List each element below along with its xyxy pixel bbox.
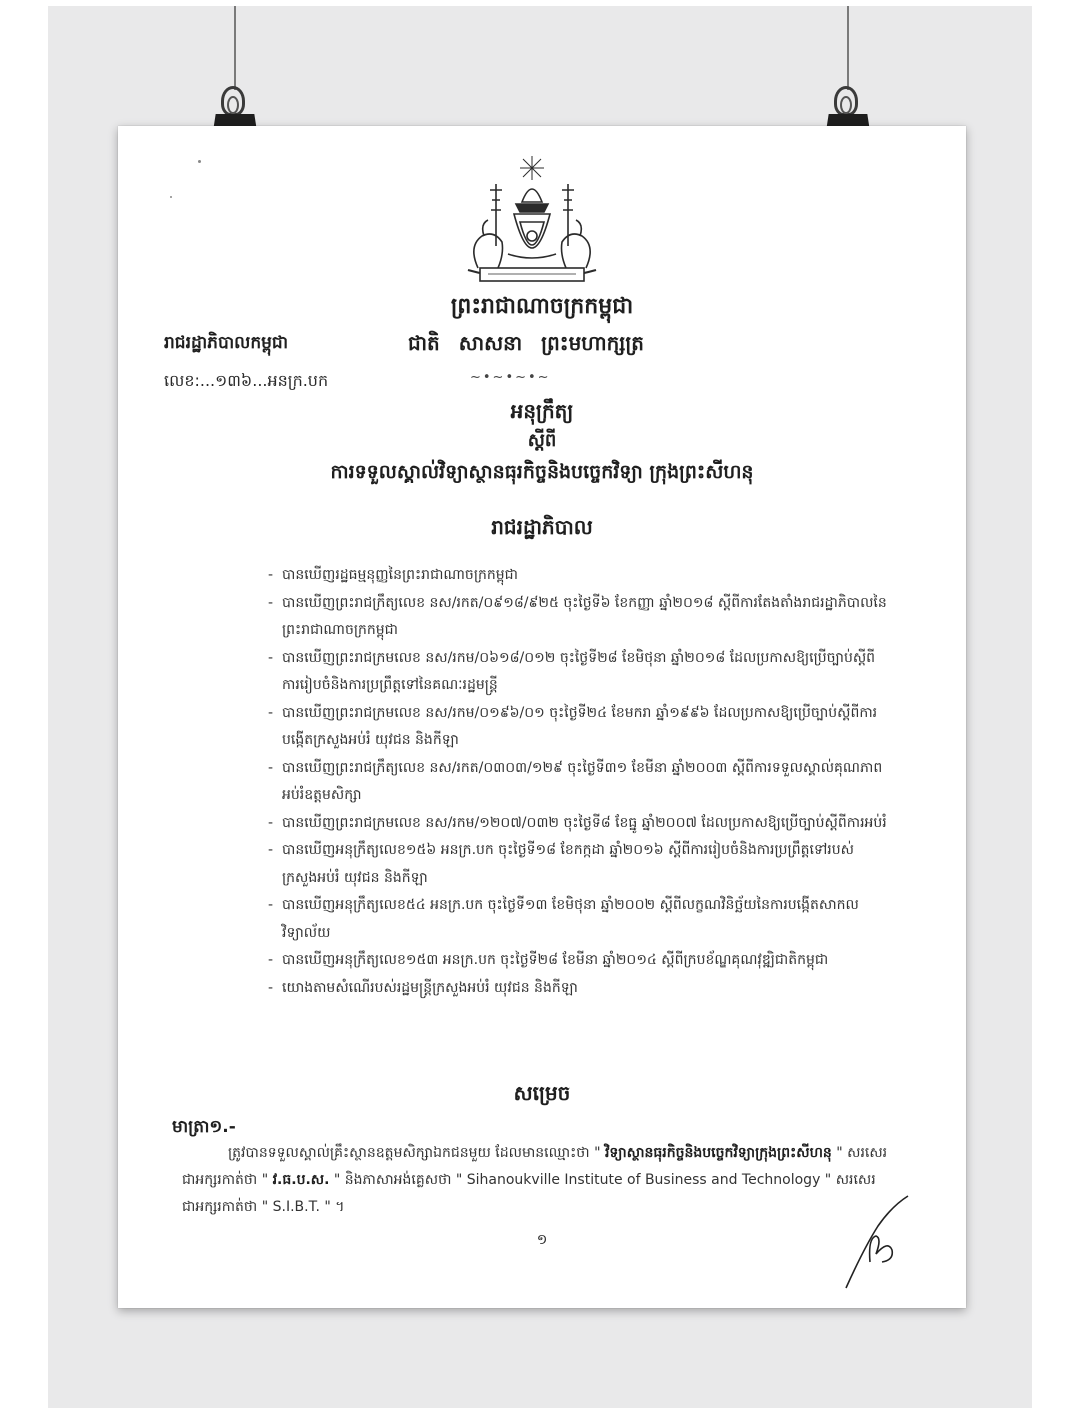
recitals-list (268, 562, 888, 1002)
article-heading: មាត្រា១.- (172, 1117, 236, 1137)
royal-coat-of-arms-icon (458, 150, 606, 290)
list-item: - បានឃើញអនុក្រឹត្យលេខ៥៤ អនក្រ.បក ចុះថ្ងៃទី១៣ ខែមិថុនា ឆ្នាំ២០០២ ស្តីពីលក្ខណវិនិច្ឆ័យនៃការបង្កើតសាកលវិទ្យាល័យ (268, 892, 888, 947)
about-label: ស្តីពី (527, 430, 557, 451)
issuing-government: រាជរដ្ឋាភិបាលកម្ពុជា (164, 333, 289, 353)
handwritten-signature-icon (842, 1192, 914, 1292)
kingdom-heading: ព្រះរាជាណាចក្រកម្ពុជា (450, 294, 634, 319)
list-item: - បានឃើញព្រះរាជក្រមលេខ នស/រកម/០៦១៨/០១២ ចុះថ្ងៃទី២៨ ខែមិថុនា ឆ្នាំ២០១៨ ដែលប្រកាសឱ្យប្រើច្បាប់ស្តីពីការរៀបចំនិងការប្រព្រឹត្តទៅនៃគណៈរដ្ឋមន្ត្រី (268, 645, 888, 700)
list-item: - បានឃើញអនុក្រឹត្យលេខ១៥៣ អនក្រ.បក ចុះថ្ងៃទី២៨ ខែមីនា ឆ្នាំ២០១៤ ស្តីពីក្របខ័ណ្ឌគុណវុឌ្ឍិជាតិកម្ពុជា (268, 947, 888, 975)
list-item: - បានឃើញព្រះរាជក្រឹត្យលេខ នស/រកត/០៩១៨/៩២៥ ចុះថ្ងៃទី៦ ខែកញ្ញា ឆ្នាំ២០១៨ ស្តីពីការតែងតាំងរាជរដ្ឋាភិបាលនៃព្រះរាជាណាចក្រកម្ពុជា (268, 590, 888, 645)
document-sheet (118, 126, 966, 1308)
list-item: - បានឃើញព្រះរាជក្រមលេខ នស/រកម/១២០៧/០៣២ ចុះថ្ងៃទី៨ ខែធ្នូ ឆ្នាំ២០០៧ ដែលប្រកាសឱ្យប្រើច្បាប់ស្តីពីការអប់រំ (268, 810, 888, 838)
list-item: - បានឃើញព្រះរាជក្រឹត្យលេខ នស/រកត/០៣០៣/១២៩ ចុះថ្ងៃទី៣១ ខែមីនា ឆ្នាំ២០០៣ ស្តីពីការទទួលស្គាល់គុណភាពអប់រំឧត្តមសិក្សា (268, 755, 888, 810)
list-item: - យោងតាមសំណើរបស់រដ្ឋមន្ត្រីក្រសួងអប់រំ យុវជន និងកីឡា (268, 975, 888, 1003)
national-motto: ជាតិ សាសនា ព្រះមហាក្សត្រ (408, 331, 644, 355)
article-english-name-text: " និងភាសាអង់គ្លេសថា " Sihanoukville Institute of Business and Technology " សរសេរជាអក្សរកាត់ថា " S.I.B.T. " ។ (182, 1172, 876, 1215)
hanging-wire-left (234, 6, 236, 90)
list-item: - បានឃើញរដ្ឋធម្មនុញ្ញនៃព្រះរាជាណាចក្រកម្ពុជា (268, 562, 888, 590)
institute-abbreviation-khmer: វ.ធ.ប.ស. (272, 1172, 330, 1188)
hanging-wire-right (847, 6, 849, 90)
article-intro: ត្រូវបានទទួលស្គាល់គ្រឹះស្ថានឧត្តមសិក្សាឯកជនមួយ ដែលមានឈ្មោះថា " (228, 1145, 605, 1161)
list-item: - បានឃើញអនុក្រឹត្យលេខ១៥៦ អនក្រ.បក ចុះថ្ងៃទី១៨ ខែកក្កដា ឆ្នាំ២០១៦ ស្តីពីការរៀបចំនិងការប្រព្រឹត្តទៅរបស់ក្រសួងអប់រំ យុវជន និងកីឡា (268, 837, 888, 892)
royal-government-heading: រាជរដ្ឋាភិបាល (491, 515, 593, 539)
article-mid-text: " សរសេរជាអក្សរកាត់ថា " (182, 1145, 888, 1188)
scan-speck (170, 196, 172, 198)
document-subject: ការទទួលស្គាល់វិទ្យាស្ថានធុរកិច្ចនិងបច្ចេកវិទ្យា ក្រុងព្រះសីហនុ (330, 461, 754, 483)
scan-speck (198, 160, 201, 163)
decision-heading: សម្រេច (513, 1081, 571, 1105)
ornamental-divider: ~•~•~•~ (470, 370, 551, 385)
document-type: អនុក្រឹត្យ (510, 399, 574, 423)
reference-number: លេខ:...១៣៦...អនក្រ.បក (164, 371, 329, 390)
article-body (182, 1140, 888, 1221)
institute-name-khmer: វិទ្យាស្ថានធុរកិច្ចនិងបច្ចេកវិទ្យាក្រុងព្រះសីហនុ (604, 1145, 832, 1161)
page-number: ១ (536, 1232, 548, 1248)
list-item: - បានឃើញព្រះរាជក្រមលេខ នស/រកម/០១៩៦/០១ ចុះថ្ងៃទី២៤ ខែមករា ឆ្នាំ១៩៩៦ ដែលប្រកាសឱ្យប្រើច្បាប់ស្តីពីការបង្កើតក្រសួងអប់រំ យុវជន និងកីឡា (268, 700, 888, 755)
